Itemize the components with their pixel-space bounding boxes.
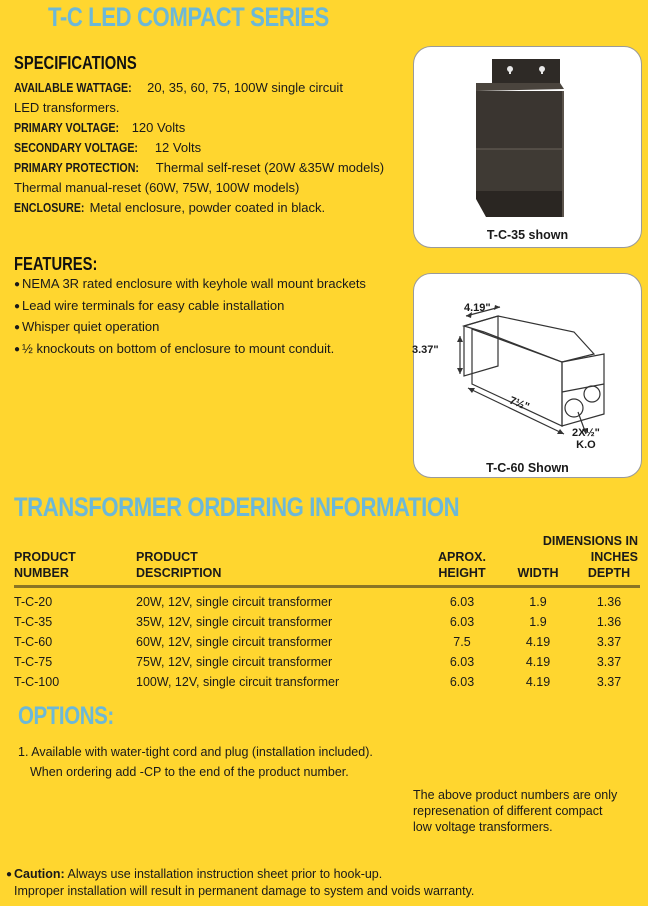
- option-item-line2: When ordering add -CP to the end of the product number.: [30, 765, 349, 779]
- table-row: [14, 612, 640, 632]
- photo-caption: T-C-35 shown: [486, 228, 569, 242]
- transformer-photo: [414, 47, 643, 227]
- product-number: T-C-75: [14, 655, 53, 669]
- table-row: [14, 587, 640, 613]
- dimension-diagram: [414, 274, 643, 454]
- table-row: [14, 672, 640, 692]
- bullet-icon: ●: [14, 300, 21, 312]
- feature-item: ● NEMA 3R rated enclosure with keyhole wall mount brackets: [14, 274, 366, 296]
- product-number: T-C-20: [14, 595, 53, 609]
- product-number: T-C-100: [14, 675, 60, 689]
- product-description: 20W, 12V, single circuit transformer: [136, 595, 333, 609]
- spec-enclosure: ENCLOSURE: Metal enclosure, powder coated in black.: [14, 200, 326, 215]
- features-heading: FEATURES:: [14, 254, 98, 274]
- option-item-line1: 1. Available with water-tight cord and plug (installation included).: [18, 745, 373, 759]
- col-header-number: NUMBER: [14, 565, 136, 587]
- product-description: 60W, 12V, single circuit transformer: [136, 635, 333, 649]
- col-header-depth: DEPTH: [578, 565, 640, 587]
- width-value: 4.19: [525, 675, 551, 689]
- col-header-product: PRODUCT: [14, 550, 76, 564]
- spec-primary-voltage: PRIMARY VOLTAGE: 120 Volts: [14, 120, 186, 135]
- length-label: 7½": [507, 394, 532, 414]
- product-note: The above product numbers are only represenation of different compact low voltage transformers.: [413, 788, 618, 834]
- spec-available-wattage: AVAILABLE WATTAGE: 20, 35, 60, 75, 100W single circuit: [14, 80, 343, 95]
- specifications-heading: SPECIFICATIONS: [14, 53, 137, 73]
- col-header-dimensions: DIMENSIONS IN INCHES: [542, 534, 638, 564]
- specifications-list: [14, 78, 384, 218]
- height-value: 6.03: [449, 675, 475, 689]
- product-description: 100W, 12V, single circuit transformer: [136, 675, 340, 689]
- spec-primary-protection-cont: Thermal manual-reset (60W, 75W, 100W models): [14, 180, 300, 195]
- dimension-diagram-card: [413, 273, 642, 478]
- table-row: [14, 632, 640, 652]
- spec-primary-protection: PRIMARY PROTECTION: Thermal self-reset (20W &35W models): [14, 160, 385, 175]
- width-value: 1.9: [529, 595, 547, 609]
- knockout-label: 2X½" K.O: [572, 427, 600, 451]
- bullet-icon: ●: [14, 279, 21, 290]
- depth-value: 3.37: [596, 675, 622, 689]
- width-label: 4.19": [464, 302, 491, 314]
- height-value: 6.03: [449, 595, 475, 609]
- height-value: 6.03: [449, 655, 475, 669]
- feature-item: ● Whisper quiet operation: [14, 317, 366, 339]
- feature-item: ● ½ knockouts on bottom of enclosure to mount conduit.: [14, 339, 366, 361]
- height-label: 3.37": [412, 344, 439, 356]
- height-value: 7.5: [453, 635, 471, 649]
- product-description: 35W, 12V, single circuit transformer: [136, 615, 333, 629]
- table-row: [14, 652, 640, 672]
- height-value: 6.03: [449, 615, 475, 629]
- diagram-caption: T-C-60 Shown: [486, 461, 569, 475]
- col-header-aprox: APROX.: [438, 550, 486, 564]
- feature-item: ● Lead wire terminals for easy cable installation: [14, 296, 366, 318]
- product-description: 75W, 12V, single circuit transformer: [136, 655, 333, 669]
- width-value: 4.19: [525, 655, 551, 669]
- col-header-product: PRODUCT: [136, 550, 198, 564]
- options-heading: OPTIONS:: [18, 702, 114, 730]
- depth-value: 3.37: [596, 655, 622, 669]
- width-value: 1.9: [529, 615, 547, 629]
- spec-available-wattage-cont: LED transformers.: [14, 100, 120, 115]
- width-value: 4.19: [525, 635, 551, 649]
- bullet-icon: ●: [6, 869, 13, 880]
- depth-value: 1.36: [596, 595, 622, 609]
- depth-value: 1.36: [596, 615, 622, 629]
- col-header-height: HEIGHT: [426, 565, 498, 587]
- features-list: [14, 274, 366, 360]
- page-title: T-C LED COMPACT SERIES: [48, 2, 329, 32]
- ordering-heading: TRANSFORMER ORDERING INFORMATION: [14, 492, 460, 522]
- spec-secondary-voltage: SECONDARY VOLTAGE: 12 Volts: [14, 140, 202, 155]
- caution-note: ● Caution: Always use installation instruction sheet prior to hook-up. Improper installation will result in permanent damage to system and voids warranty.: [6, 867, 475, 898]
- product-number: T-C-60: [14, 635, 53, 649]
- bullet-icon: ●: [14, 343, 21, 355]
- col-header-description: DESCRIPTION: [136, 565, 426, 587]
- caution-label: Caution:: [14, 867, 65, 881]
- col-header-width: WIDTH: [498, 565, 578, 587]
- product-number: T-C-35: [14, 615, 53, 629]
- ordering-table: [14, 533, 640, 692]
- product-photo-card: [413, 46, 642, 248]
- depth-value: 3.37: [596, 635, 622, 649]
- bullet-icon: ●: [14, 322, 21, 333]
